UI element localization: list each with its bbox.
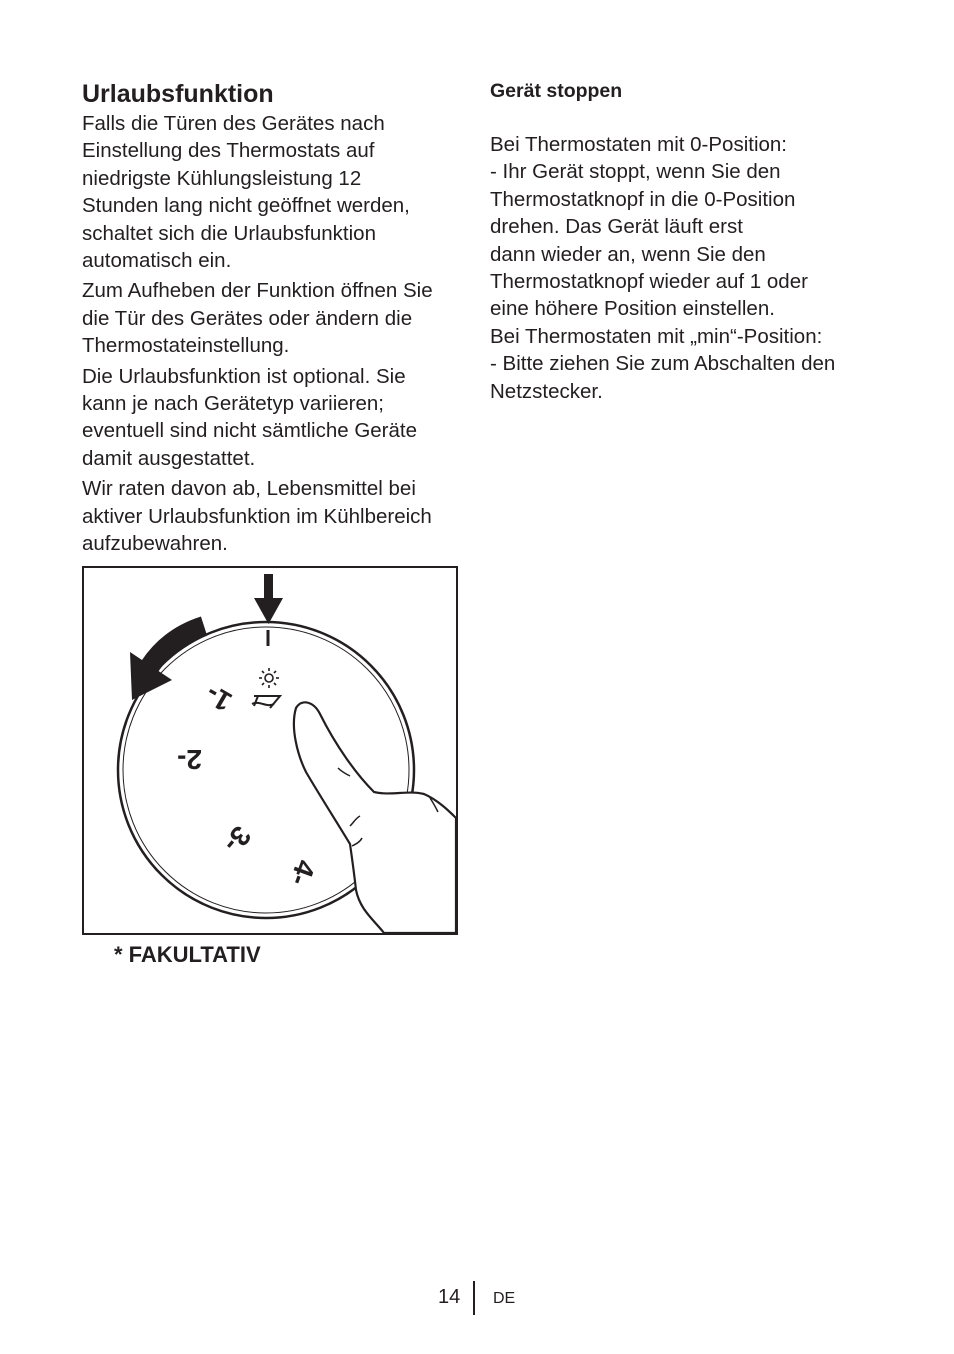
page-number: 14 (438, 1286, 461, 1308)
paragraph-2: Zum Aufheben der Funktion öffnen Sie die Tür des Gerätes oder ändern die Thermostateinstellung. (82, 279, 433, 358)
dial-label-1: 1- (199, 678, 237, 718)
dial-label-2: 2- (177, 744, 202, 775)
right-column (490, 78, 890, 405)
left-column (82, 78, 462, 561)
pointing-hand-icon (294, 702, 456, 933)
figure-caption: * FAKULTATIV (114, 942, 261, 967)
down-arrow-icon (254, 574, 283, 624)
dial-label-3: 3- (217, 820, 258, 860)
sun-icon (259, 668, 279, 688)
language-code: DE (493, 1290, 516, 1307)
rotate-arrow-icon (130, 626, 204, 700)
thermostat-illustration (82, 566, 458, 935)
stop-instructions: Bei Thermostaten mit 0-Position: - Ihr Gerät stoppt, wenn Sie den Thermostatknopf in die 0-Position drehen. Das Gerät läuft erst dann wieder an, wenn Sie den Thermostatknopf wieder auf 1 oder eine höhere Position einstellen. Bei Thermostaten mit „min“-Position: - Bitte ziehen Sie zum Abschalten den Netzstecker. (490, 133, 836, 403)
footer-divider (473, 1281, 475, 1315)
paragraph-4: Wir raten davon ab, Lebensmittel bei aktiver Urlaubsfunktion im Kühlbereich aufzubewahren. (82, 477, 432, 556)
thermostat-dial-drawing (84, 568, 456, 933)
paragraph-1: Falls die Türen des Gerätes nach Einstellung des Thermostats auf niedrigste Kühlungsleistung 12 Stunden lang nicht geöffnet werden, schaltet sich die Urlaubsfunktion automatisch ein. (82, 112, 410, 273)
deckchair-icon (252, 696, 280, 708)
subsection-heading: Gerät stoppen (490, 80, 623, 102)
section-heading: Urlaubsfunktion (82, 80, 274, 108)
paragraph-3: Die Urlaubsfunktion ist optional. Sie kann je nach Gerätetyp variieren; eventuell sind nicht sämtliche Geräte damit ausgestattet. (82, 364, 418, 470)
dial-label-4: 4- (283, 855, 322, 890)
